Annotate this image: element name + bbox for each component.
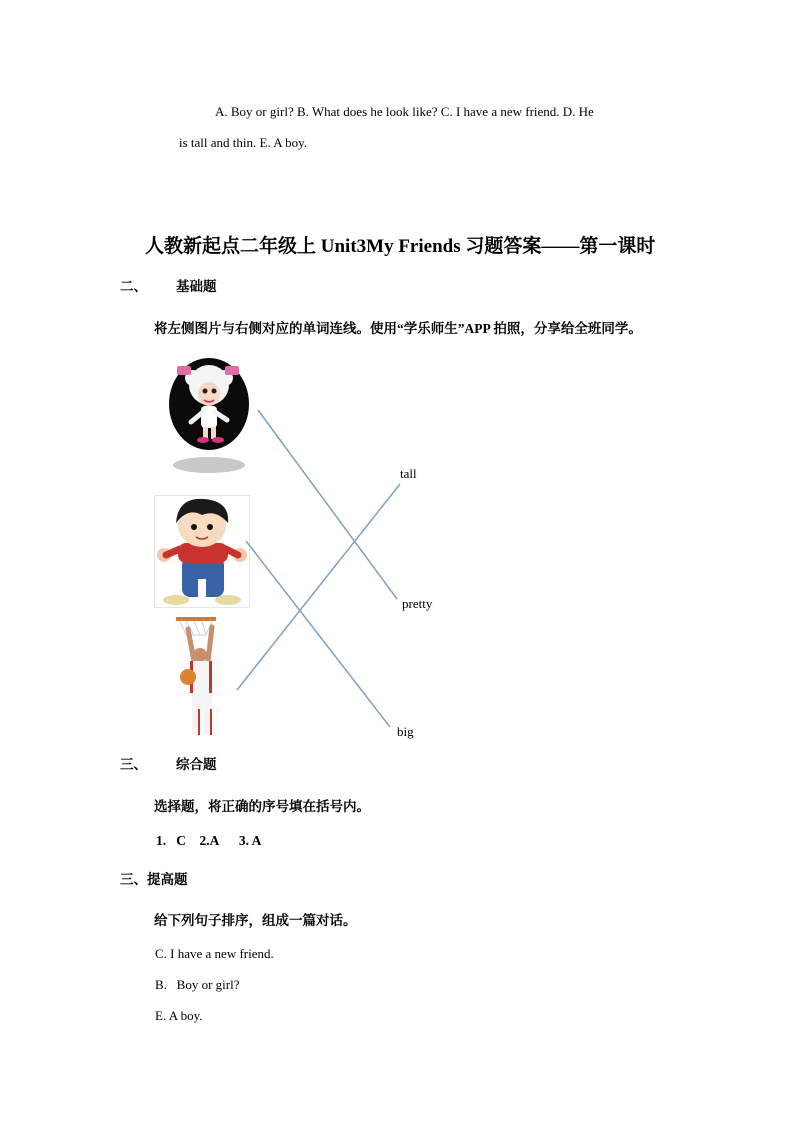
instruction-choice: 选择题，将正确的序号填在括号内。	[154, 799, 370, 814]
word-big: big	[397, 724, 414, 739]
line-sheep-to-pretty	[258, 410, 397, 599]
section-1-title: 基础题	[176, 279, 217, 294]
choice-answers: 1. C 2.A 3. A	[156, 833, 262, 848]
section-1-number: 二、	[120, 279, 147, 294]
line-boy-to-big	[246, 541, 390, 727]
options-line-2: is tall and thin. E. A boy.	[179, 135, 308, 150]
order-item: C. I have a new friend.	[155, 946, 274, 961]
page-title: 人教新起点二年级上 Unit3My Friends 习题答案——第一课时	[145, 236, 656, 257]
section-3-title: 三、提高题	[120, 872, 188, 887]
section-2-title: 综合题	[176, 757, 217, 772]
order-item: E. A boy.	[155, 1008, 203, 1023]
section-2-number: 三、	[120, 757, 147, 772]
instruction-matching: 将左侧图片与右侧对应的单词连线。使用“学乐师生”APP 拍照，分享给全班同学。	[154, 321, 642, 336]
word-tall: tall	[400, 466, 417, 481]
options-line-1: A. Boy or girl? B. What does he look like? C. I have a new friend. D. He	[215, 104, 594, 119]
word-pretty: pretty	[402, 596, 433, 611]
line-player-to-tall	[237, 484, 400, 690]
instruction-ordering: 给下列句子排序，组成一篇对话。	[154, 913, 357, 928]
order-item: B. Boy or girl?	[155, 977, 240, 992]
